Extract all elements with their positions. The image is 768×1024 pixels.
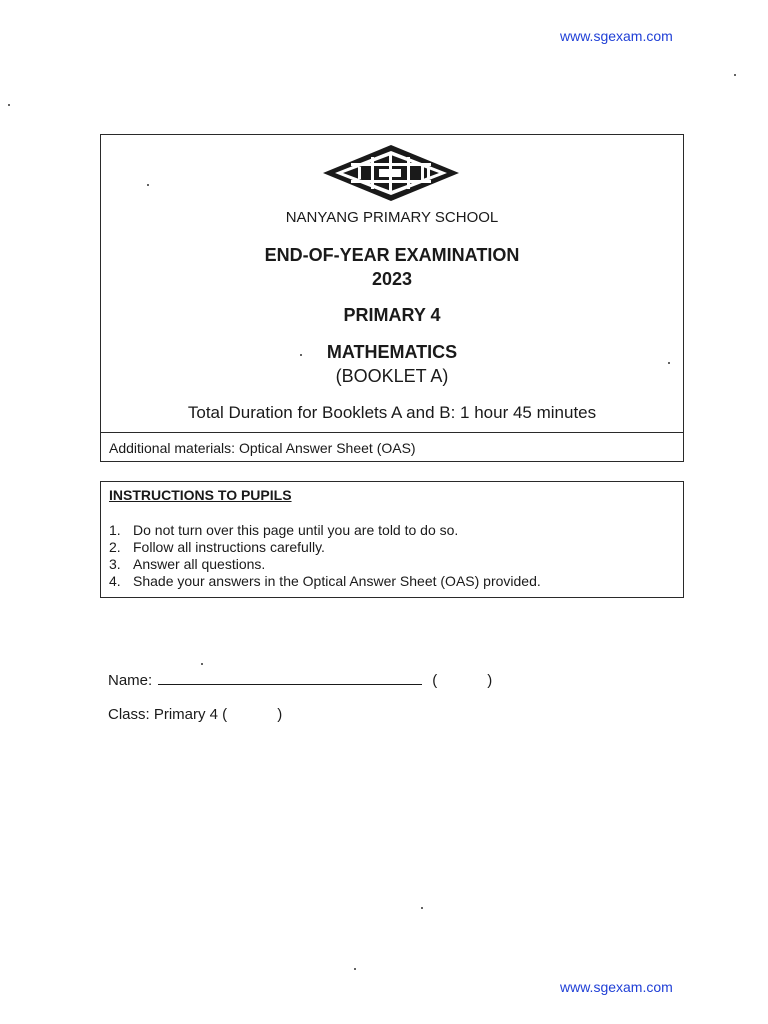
scan-speck <box>734 74 736 76</box>
class-field-row <box>108 706 282 723</box>
instructions-heading: INSTRUCTIONS TO PUPILS <box>109 487 292 503</box>
item-text: Shade your answers in the Optical Answer Sheet (OAS) provided. <box>133 573 541 589</box>
item-number: 2. <box>109 539 121 555</box>
scan-speck <box>201 663 203 665</box>
item-text: Answer all questions. <box>133 556 266 572</box>
materials-text: Additional materials: Optical Answer Sheet (OAS) <box>109 440 416 456</box>
exam-year: 2023 <box>371 269 413 289</box>
school-name: NANYANG PRIMARY SCHOOL <box>285 209 499 226</box>
item-text: Follow all instructions carefully. <box>133 539 325 555</box>
school-crest-icon <box>321 143 461 203</box>
item-number: 4. <box>109 573 121 589</box>
scan-speck <box>421 907 423 909</box>
scan-speck <box>668 362 670 364</box>
site-link-top[interactable]: www.sgexam.com <box>560 28 673 44</box>
exam-title-line1: END-OF-YEAR EXAMINATION <box>264 245 520 265</box>
divider <box>101 432 683 433</box>
item-text: Do not turn over this page until you are told to do so. <box>133 522 459 538</box>
scan-speck <box>8 104 10 106</box>
class-label: Class: Primary 4 ( <box>108 706 228 723</box>
item-number: 3. <box>109 556 121 572</box>
booklet-label: (BOOKLET A) <box>335 366 449 386</box>
duration-text: Total Duration for Booklets A and B: 1 hour 45 minutes <box>187 403 597 422</box>
name-field-row <box>108 670 492 689</box>
class-close: ) <box>277 706 283 723</box>
site-link-bottom[interactable]: www.sgexam.com <box>560 979 673 995</box>
exam-title <box>101 243 683 291</box>
scan-speck <box>300 354 302 356</box>
register-number-open: ( <box>432 672 438 689</box>
scan-speck <box>354 968 356 970</box>
item-number: 1. <box>109 522 121 538</box>
name-field[interactable] <box>158 670 422 685</box>
list-item <box>109 539 541 556</box>
level-heading: PRIMARY 4 <box>343 305 441 325</box>
instructions-box <box>100 481 684 598</box>
cover-box <box>100 134 684 462</box>
list-item <box>109 573 541 590</box>
instructions-list <box>109 522 541 590</box>
list-item <box>109 522 541 539</box>
list-item <box>109 556 541 573</box>
subject-heading: MATHEMATICS <box>326 342 458 362</box>
name-label: Name: <box>108 672 153 689</box>
register-number-close: ) <box>487 672 493 689</box>
scan-speck <box>147 184 149 186</box>
